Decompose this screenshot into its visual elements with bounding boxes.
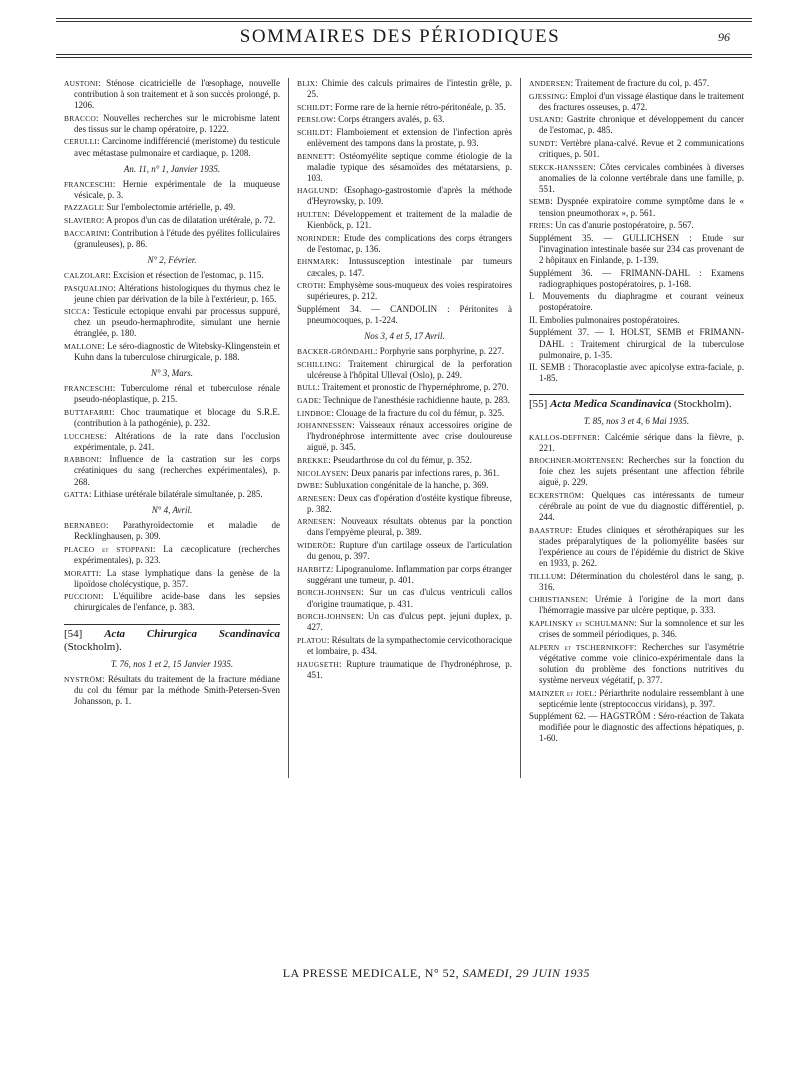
article-title: : Clouage de la fracture du col du fémur, p. 325. [331,407,505,418]
article-author: KAPLINSKY et SCHULMANN [529,619,635,629]
article-author: CHRISTIANSEN [529,595,586,605]
article-entry [297,659,512,681]
article-author: PASQUALINO [64,283,114,293]
article-author: CROTH [297,281,324,291]
supplement-entry: Supplément 36. — FRIMANN-DAHL : Examens radiographiques postopératoires, p. 1-168. [529,267,744,289]
header-rule-top-inner [56,21,752,22]
footer-journal: LA PRESSE MEDICALE, [282,966,422,980]
article-author: LINDBOE [297,408,332,418]
article-author: CERULLI [64,137,98,147]
article-entry [297,635,512,657]
article-author: ECKERSTRÖM [529,491,582,500]
article-entry [297,78,512,100]
article-entry [64,78,280,111]
article-entry [64,136,280,158]
article-entry [297,102,512,113]
article-author: JOHANNESSEN [297,421,353,431]
issue-heading: Nos 3, 4 et 5, 17 Avril. [364,330,445,341]
article-author: PLACEO et STOPPANI [64,544,153,554]
article-author: RABBONI [64,455,100,465]
issue-heading: N° 4, Avril. [151,505,193,516]
article-entry [529,432,744,454]
article-entry [529,78,744,89]
article-title: : Lipogranulome. Inflammation par corps étranger suggérant une tumeur, p. 401. [307,563,512,585]
article-author: GJESSING [529,91,566,101]
article-entry [64,113,280,135]
article-title: : Développement et traitement de la maladie de Kienböck, p. 121. [307,209,512,231]
article-author: BRACCO [64,113,97,123]
article-entry [64,520,280,542]
article-title: : Testicule ectopique envahi par processus suppuré, chez un pseudo-hermaphrodite, simulant une hernie étranglée, p. 180. [74,306,280,339]
article-title: : Un cas d'anurie postopératoire, p. 567. [550,220,694,231]
article-entry [529,618,744,640]
article-title: : Deux cas d'opération d'ostéite kystique fibreuse, p. 382. [307,492,512,514]
article-title: : Parathyroïdectomie et maladie de Recklinghausen, p. 309. [74,520,280,542]
article-title: : Rupture d'un cartilage osseux de l'articulation du genou, p. 397. [307,540,512,562]
article-title: : Œsophago-gastrostomie d'après la méthode d'Heyrowsky, p. 109. [307,185,512,207]
article-author: HAUGSETH [297,659,340,669]
article-author: HARBITZ [297,564,331,574]
article-author: NYSTRÖM [64,674,103,684]
article-entry [529,162,744,195]
page-title: SOMMAIRES DES PÉRIODIQUES [239,26,561,47]
article-author: BULL [297,383,318,393]
sub-entry: I. Mouvements du diaphragme et courant veineux postopératoire. [529,291,744,313]
footer [283,966,590,981]
article-author: PLATOU [297,635,327,645]
article-entry [297,420,512,453]
article-title: : Un cas d'ulcus pept. jejuni duplex, p. 427. [307,611,512,633]
article-author: ALPERN et TSCHERNIKOFF [529,642,635,652]
article-author: SLAVIERO [64,216,102,226]
article-title: : Deux panaris par infections rares, p. 361. [346,467,500,478]
sub-entry: II. SEMB : Thoracoplastie avec apicolyse extra-faciale, p. 1-85. [529,362,744,384]
article-title: : Traitement et pronostic de l'hypernéphrome, p. 270. [317,382,509,393]
article-entry [297,185,512,207]
article-title: : Périarthrite nodulaire ressemblant à une septicémie lente (streptococcus viridans), p. 397. [539,687,744,709]
article-author: BERNABEO [64,521,107,531]
article-title: : Etude des complications des corps étrangers de l'estomac, p. 136. [307,232,512,254]
column-1 [56,78,288,778]
article-author: PUCCIONI [64,592,102,602]
article-title: : Ostéomyélite septique comme étiologie de la maladie typique des sésamoïdes des métatarsiens, p. 103. [307,150,512,183]
article-title: : Pseudarthrose du col du fémur, p. 352. [328,454,472,465]
article-author: FRANCESCHI [64,384,113,394]
article-entry [64,431,280,453]
article-author: FRIES [529,221,551,231]
article-title: : Technique de l'anesthésie rachidienne haute, p. 283. [318,394,510,405]
article-author: PAZZAGLI [64,203,102,213]
article-title: : Forme rare de la hernie rétro-péritonéale, p. 35. [330,101,506,112]
article-entry [529,594,744,616]
article-author: BLIX [297,79,316,88]
article-title: : Côtes cervicales combinées à diverses anomalies de la colonne vertébrale dans une famille, p. 551. [539,161,744,194]
article-title: : Etudes cliniques et sérothérapiques sur les stades préparalytiques de la poliomyélite basées sur l'expérience au cours de l'épidémie du district de Skive en 1933, p. 262. [539,524,744,569]
article-author: SUNDT [529,138,556,148]
article-title: : Lithiase urétérale bilatérale simultanée, p. 285. [88,489,263,500]
issue-heading: T. 76, nos 1 et 2, 15 Janvier 1935. [110,658,234,669]
article-title: : Urémie à l'origine de la mort dans l'hémorragie massive par ulcère peptique, p. 333. [539,594,744,616]
article-title: : Quelques cas intéressants de tumeur cérébrale au point de vue du diagnostic différentiel, p. 244. [539,490,744,523]
article-entry [64,568,280,590]
article-entry [297,455,512,466]
article-entry [297,611,512,633]
article-title: : Emphysème sous-muqueux des voies respiratoires supérieures, p. 212. [307,280,512,302]
article-title: : Chimie des calculs primaires de l'intestin grêle, p. 25. [307,78,512,100]
article-entry [64,674,280,707]
article-entry [297,359,512,381]
article-entry [297,493,512,515]
article-title: : Altérations de la rate dans l'occlusion expérimentale, p. 241. [74,430,280,452]
article-title: : Sur la somnolence et sur les crises de sommeil périodiques, p. 346. [539,618,744,640]
article-entry [64,283,280,305]
article-title: : Choc traumatique et blocage du S.R.E. (contribution à la pathogénie), p. 232. [74,406,280,429]
article-entry [64,341,280,363]
article-entry [64,202,280,213]
issue-heading: N° 3, Mars. [150,368,194,379]
journal-number: [54] [64,627,83,640]
article-title: : Sur l'embolectomie artérielle, p. 49. [101,202,236,213]
article-title: : A propos d'un cas de dilatation urétérale, p. 72. [101,215,276,226]
article-author: HULTEN [297,210,328,220]
article-author: ARNESEN [297,517,333,527]
article-entry [64,407,280,429]
article-author: BACCARINI [64,228,108,238]
article-entry [529,138,744,160]
column-2 [288,78,520,778]
article-entry [529,91,744,113]
supplement-entry: Supplément 35. — GULLICHSEN : Etude sur l'invagination intestinale basée sur 234 cas provenant de 2 hôpitaux en Finlande, p. 1-139. [529,232,744,265]
article-entry [297,256,512,278]
issue-heading: T. 85, nos 3 et 4, 6 Mai 1935. [583,416,690,427]
article-title: : Nouveaux résultats obtenus par la ponction dans l'empyème pleural, p. 389. [307,516,512,538]
article-author: BORCH-JOHNSEN [297,612,362,622]
article-entry [64,544,280,566]
article-entry [297,233,512,255]
article-author: SCHILDT [297,127,331,137]
article-author: SEKCK-HANSSEN [529,162,594,172]
article-title: : Influence de la castration sur les corps créatiniques du sang (recherches expérimentales), p. 268. [74,454,280,487]
article-title: : Recherches sur la fonction du foie chez les sujets présentant une affection fébrile aiguë, p. 229. [539,455,744,488]
article-author: SCHILDT [297,102,331,112]
article-title: : Résultats du traitement de la fracture médiane du col du fémur par la méthode Smith-Petersen-Sven Johansson, p. 1. [74,673,280,706]
article-title: : Détermination du cholestérol dans le sang, p. 316. [539,570,744,592]
article-entry [297,408,512,419]
journal-location: (Stockholm). [673,398,732,411]
article-entry [64,215,280,226]
article-entry [529,525,744,569]
article-author: LUCCHESE [64,431,105,441]
article-title: : Subluxation congénitale de la hanche, p. 369. [319,480,489,491]
article-title: : Excision et résection de l'estomac, p. 115. [108,269,264,280]
article-author: MAINZER et JOEL [529,688,595,698]
journal-location: (Stockholm). [64,640,122,653]
article-author: WIDERÖE [297,541,333,551]
article-author: MALLONE [64,341,103,351]
article-title: : Carcinome indifférencié (meristome) du testicule avec métastase pulmonaire et cardiaque, p. 1208. [74,136,280,158]
article-entry [64,489,280,500]
article-title: : Dyspnée expiratoire comme symptôme dans le « tension pneumothorax », p. 561. [539,196,744,218]
article-entry [297,151,512,184]
journal-number: [55] [529,398,548,411]
article-author: BACKER-GRÖNDAHL [297,347,375,357]
article-entry [297,516,512,538]
header-rule-bottom-inner [56,57,752,58]
article-title: : Nouvelles recherches sur le microbisme latent des tissus sur le champ opératoire, p. 1222. [74,112,280,134]
article-author: BREKKE [297,455,329,465]
article-entry [529,220,744,231]
issue-heading: N° 2, Février. [147,254,197,265]
article-author: TILLLUM [529,571,564,581]
article-title: : Sur un cas d'ulcus ventriculi callos d'origine traumatique, p. 431. [307,587,512,609]
article-entry [64,179,280,201]
article-entry [297,382,512,393]
issue-heading: An. 11, n° 1, Janvier 1935. [123,163,221,174]
article-title: : Altérations histologiques du thymus chez le jeune chien par dérivation de la bile à l'extérieur, p. 165. [74,282,280,304]
article-entry [297,587,512,609]
article-entry [529,642,744,686]
article-author: EHNMARK [297,257,337,267]
article-entry [64,591,280,613]
journal-name: Acta Chirurgica Scandinavica [104,627,280,640]
article-entry [64,270,280,281]
article-title: : Vertèbre plana-calvé. Revue et 2 communications critiques, p. 501. [539,137,744,160]
supplement-entry: Supplément 37. — I. HOLST, SEMB et FRIMANN-DAHL : Traitement chirurgical de la tuberculose pulmonaire, p. 1-35. [529,327,744,360]
article-entry [297,127,512,149]
columns-container [56,78,752,778]
article-entry [297,346,512,357]
article-entry [64,383,280,405]
article-title: : L'équilibre acide-base dans les sepsies chirurgicales de l'enfance, p. 383. [74,591,280,613]
article-author: GATTA [64,490,89,500]
article-author: ANDERSEN [529,79,571,88]
article-author: MORATTI [64,568,99,578]
article-title: : Calcémie sérique dans la fièvre, p. 221. [539,431,744,453]
article-entry [297,395,512,406]
footer-date: SAMEDI, 29 JUIN 1935 [462,966,590,980]
article-author: SCHILLING [297,359,339,369]
article-title: : Recherches sur l'asymétrie végétative comme voie clinico-expérimentale dans la solution du problème des fonctions nutritives du système nerveux végétatif, p. 377. [539,641,744,685]
article-title: : Emploi d'un vissage élastique dans le traitement des fractures osseuses, p. 472. [539,90,744,112]
article-author: PERSLOW [297,115,334,125]
article-author: BAASTRUP [529,525,570,535]
article-title: : Rupture traumatique de l'hydronéphrose, p. 451. [307,658,512,680]
article-title: : Flamboiement et extension de l'infection après enlèvement des tampons dans la prostate, p. 93. [307,126,512,148]
article-author: GADE [297,395,319,405]
article-title: : Traitement de fracture du col, p. 457. [570,78,710,88]
article-entry [529,196,744,218]
article-title: : Tuberculome rénal et tuberculose rénale pseudo-néoplastique, p. 215. [74,383,280,405]
article-entry [529,490,744,523]
journal-heading [529,394,744,411]
article-author: NORINDER [297,233,338,243]
footer-number: N° 52, [424,966,460,980]
header-rule-bottom [56,54,752,55]
article-entry [297,540,512,562]
article-entry [297,480,512,491]
article-entry [529,455,744,488]
article-author: CALZOLARI [64,270,109,280]
supplement-entry: Supplément 62. — HAGSTRÖM : Séro-réaction de Takata modifiée pour le diagnostic des affections hépatiques, p. 1-60. [529,711,744,744]
article-title: : Le séro-diagnostic de Witebsky-Klingenstein et Kuhn dans la tuberculose chirurgicale, p. 188. [74,340,280,363]
article-title: : Intussusception intestinale par tumeurs cæcales, p. 147. [307,256,512,278]
article-entry [64,228,280,250]
article-entry [297,468,512,479]
page-number: 96 [718,30,730,44]
article-entry [297,114,512,125]
article-entry [64,454,280,487]
article-author: BORCH-JOHNSEN [297,588,362,598]
article-title: : La cæcoplicature (recherches expérimentales), p. 323. [74,543,280,566]
article-author: ARNESEN [297,493,333,503]
article-title: : Gastrite chronique et développement du cancer de l'estomac, p. 485. [539,114,744,136]
article-title: : Porphyrie sans porphyrine, p. 227. [375,346,504,357]
article-title: : Traitement chirurgical de la perforation ulcéreuse à l'hôpital Ulleval (Oslo), p. 249. [307,358,512,380]
article-title: : Sténose cicatricielle de l'œsophage, nouvelle contribution à son traitement et à son succès prolongé, p. 1206. [74,78,280,111]
article-title: : La stase lymphatique dans la genèse de la lipoïdose cholécystique, p. 357. [74,567,280,589]
article-author: FRANCESCHI [64,179,113,189]
article-author: BUTTAFARRI [64,407,112,417]
article-author: DWBE [297,481,320,491]
article-title: : Corps étrangers avalés, p. 63. [333,114,445,125]
article-author: NICOLAYSEN [297,468,347,478]
article-entry [529,688,744,710]
article-title: : Vaisseaux rénaux accessoires origine de l'hydronéphrose intermittente avec crise douloureuse aiguë, p. 345. [307,420,512,453]
article-entry [297,564,512,586]
article-author: SEMB [529,197,551,207]
header-rule-top [56,18,752,19]
article-author: BROCHNER-MORTENSEN [529,456,622,466]
article-author: AUSTONI [64,79,99,88]
article-entry [297,209,512,231]
article-title: : Contribution à l'étude des pyélites folliculaires (granuleuses), p. 86. [74,227,280,249]
sub-entry: II. Embolies pulmonaires postopératoires. [529,314,680,325]
article-author: BENNETT [297,151,333,161]
article-author: USLAND [529,115,561,125]
article-entry [64,306,280,339]
journal-name: Acta Medica Scandinavica [550,398,672,411]
article-title: : Résultats de la sympathectomie cervicothoracique et lombaire, p. 434. [307,634,513,656]
article-entry [297,280,512,302]
article-entry [529,114,744,136]
article-author: SICCA [64,307,88,317]
supplement-entry: Supplément 34. — CANDOLIN : Péritonites à pneumocoques, p. 1-224. [297,303,512,325]
article-author: HAGLUND [297,186,336,196]
journal-heading [64,624,280,654]
column-3 [520,78,752,778]
article-entry [529,571,744,593]
article-title: : Hernie expérimentale de la muqueuse vésicale, p. 3. [74,178,280,200]
article-author: KALLOS-DEFFNER [529,432,598,442]
